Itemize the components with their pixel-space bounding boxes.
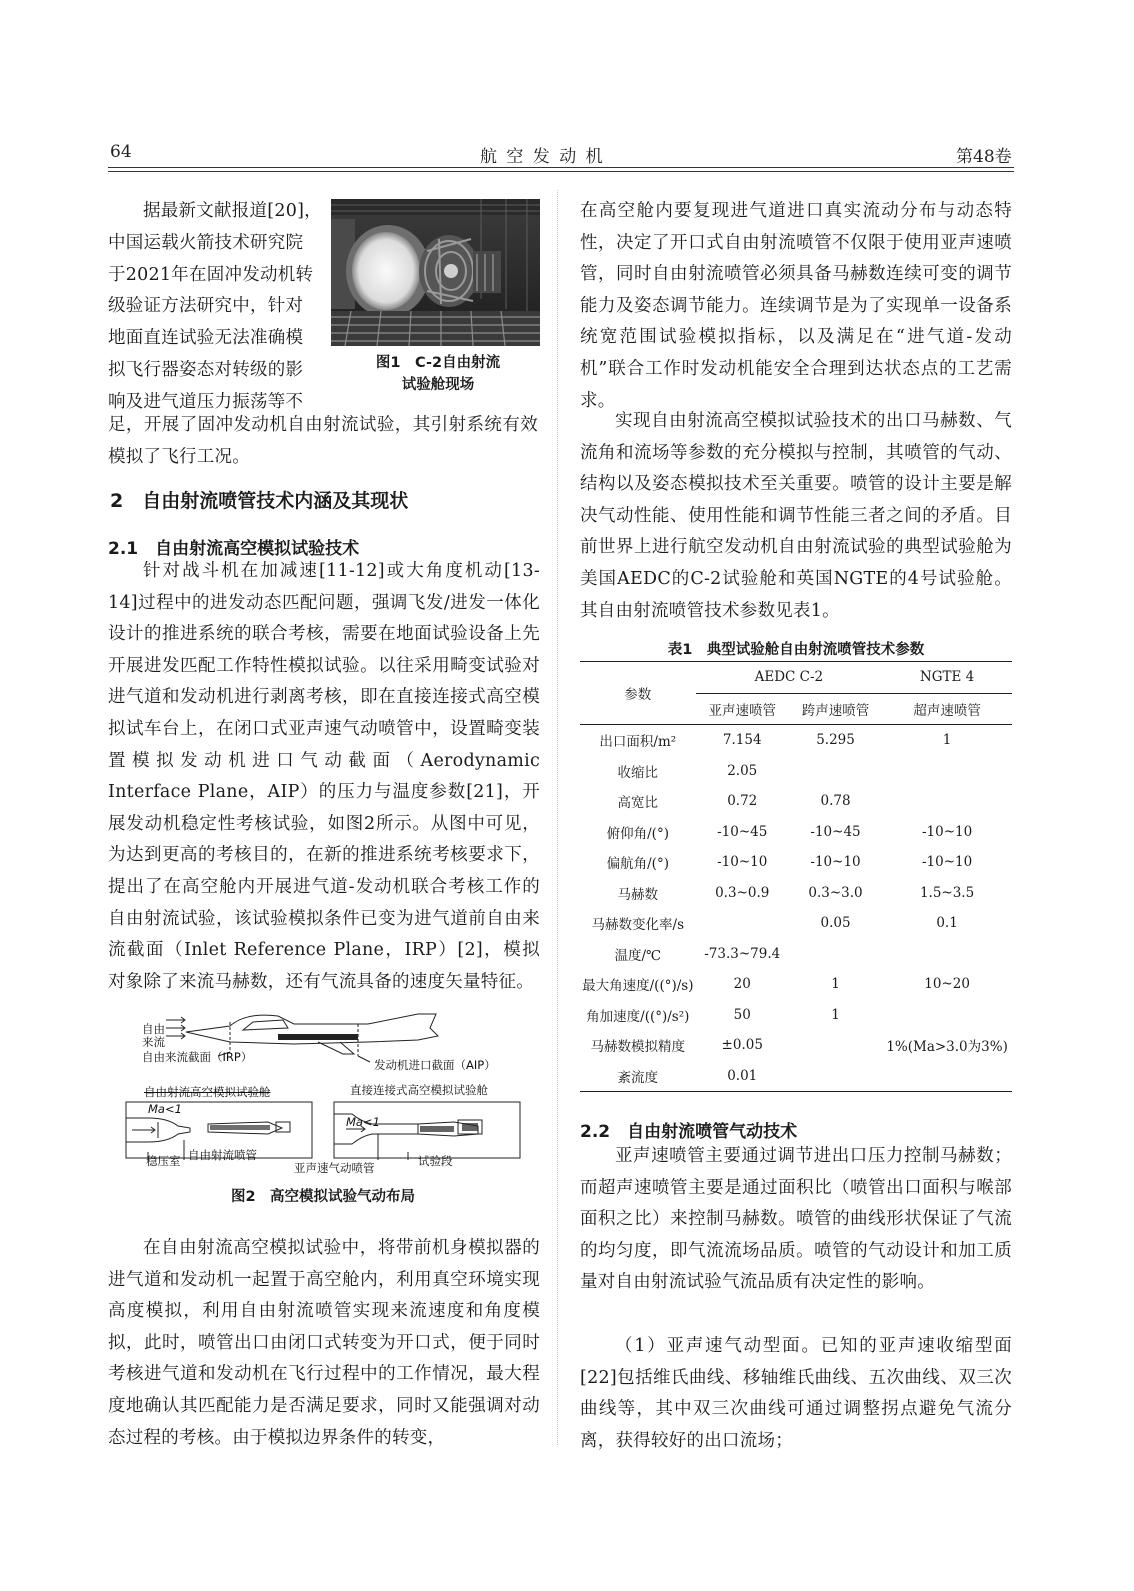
table-cell: 5.295: [816, 732, 855, 749]
header-rule-thin: [108, 171, 1014, 172]
table-cell: [789, 1030, 882, 1061]
table-row: [580, 939, 1012, 970]
table-cell: 0.3~3.0: [808, 884, 863, 901]
table-row: [580, 1030, 1012, 1061]
label-mach-right: Ma<1: [346, 1115, 380, 1129]
column-divider: [557, 190, 558, 1445]
label-irp: 自由来流截面（IRP）: [142, 1050, 253, 1064]
table-cell-param: 出口面积/m²: [599, 734, 677, 751]
table-cell: 1%(Ma>3.0为3%): [886, 1039, 1008, 1056]
page-number: 64: [110, 142, 132, 162]
table-cell: 7.154: [722, 732, 762, 749]
table-cell-param: 角加速度/((°)/s²): [586, 1008, 690, 1025]
table-cell-param: 紊流度: [580, 1061, 696, 1092]
table-row: [580, 908, 1012, 939]
table-cell: [789, 939, 882, 970]
intro-line: 级验证方法研究中，针对: [108, 296, 304, 317]
table-cell: 0.78: [820, 793, 851, 810]
table-row: [580, 969, 1012, 1000]
figure1-caption-line: 试验舱现场: [401, 377, 475, 393]
label-freejet-cell: 自由射流高空模拟试验舱: [144, 1085, 271, 1099]
table-cell: 20: [733, 976, 751, 993]
intro-line: 地面直连试验无法准确模: [108, 328, 304, 349]
table-cell: 1.5~3.5: [919, 884, 975, 901]
table-subheader: 跨声速喷管: [789, 693, 882, 725]
table-cell: -10~45: [717, 823, 768, 840]
label-directconnect-cell: 直接连接式高空模拟试验舱: [350, 1083, 488, 1097]
section-2-heading: 2 自由射流喷管技术内涵及其现状: [110, 490, 409, 512]
table-cell: -10~10: [921, 854, 973, 871]
table-cell: [789, 756, 882, 787]
intro-line: 据最新文献报道[20]，: [143, 201, 322, 221]
table-header-row: [580, 662, 1012, 694]
table-cell-param: 收缩比: [617, 764, 659, 781]
section-2-2-paragraph: 亚声速喷管主要通过调节进出口压力控制马赫数；而超声速喷管主要是通过面积比（喷管出口面积与喉部面积之比）来控制马赫数。喷管的曲线形状保证了气流的均匀度，即气流流场品质。喷管的气动设计和加工质量对自由射流试验气流品质有决定性的影响。: [580, 1146, 1012, 1293]
table-cell: -10~45: [810, 823, 861, 840]
table-cell: ±0.05: [721, 1037, 763, 1054]
table-cell: 0.01: [696, 1061, 789, 1092]
table-cell-param: 马赫数变化率/s: [591, 917, 685, 934]
label-test-section: 试验段: [418, 1154, 453, 1168]
table-cell: [789, 1061, 882, 1092]
table1-title: 表1 典型试验舱自由射流喷管技术参数: [667, 642, 925, 658]
table-cell: [882, 1000, 1012, 1031]
right-paragraph-2: 实现自由射流高空模拟试验技术的出口马赫数、气流角和流场等参数的充分模拟与控制，其喷管的气动、结构以及姿态模拟技术至关重要。喷管的设计主要是解决气动性能、使用性能和调节性能三者之间的矛盾。目前世界上进行航空发动机自由射流试验的典型试验舱为美国AEDC的C-2试验舱和英国NGTE的4号试验舱。其自由射流喷管技术参数见表1。: [580, 411, 1012, 621]
volume-label: 第48卷: [956, 147, 1012, 167]
table-cell-param: 偏航角/(°): [606, 856, 669, 873]
table1: [580, 661, 1012, 1092]
table-cell: 0.05: [820, 915, 851, 932]
table-row: [580, 878, 1012, 909]
label-subsonic-nozzle: 亚声速气动喷管: [294, 1161, 375, 1175]
journal-title: 航 空 发 动 机: [480, 147, 605, 167]
right-continued-paragraph: 在高空舱内要复现进气道进口真实流动分布与动态特性，决定了开口式自由射流喷管不仅限于使用亚声速喷管，同时自由射流喷管必须具备马赫数连续可变的调节能力及姿态调节能力。连续调节是为了实现单一设备系统宽范围试验模拟指标，以及满足在“进气道-发动机”联合工作时发动机能安全合理到达状态点的工艺需求。: [580, 201, 1012, 411]
section-2-1-heading: 2.1 自由射流高空模拟试验技术: [108, 539, 360, 559]
table-cell: 1: [831, 1006, 840, 1023]
table-cell-param: 马赫数: [617, 886, 659, 903]
table-subheader: 亚声速喷管: [696, 693, 789, 725]
header-rule: [108, 167, 1014, 168]
table-cell-param: 温度/℃: [614, 947, 662, 964]
intro-line: 响及进气道压力振荡等不: [108, 391, 304, 412]
figure1-caption-line: 图1 C-2自由射流: [375, 355, 501, 371]
table-cell: [696, 908, 789, 939]
table-cell: 50: [733, 1006, 751, 1023]
table-row: [580, 1061, 1012, 1092]
intro-paragraph-rest: 足，开展了固冲发动机自由射流试验，其引射系统有效模拟了飞行工况。: [108, 415, 538, 467]
table-cell-param: 俯仰角/(°): [606, 825, 669, 842]
table-cell: [882, 756, 1012, 787]
table-cell: 0.72: [727, 793, 758, 810]
table-cell: 0.3~0.9: [715, 884, 770, 901]
table-cell: -10~10: [810, 854, 861, 871]
intro-line: 于2021年在固冲发动机转: [108, 264, 314, 285]
table-row: [580, 847, 1012, 878]
table-cell: 2.05: [727, 762, 758, 779]
table-cell-param: 最大角速度/((°)/s): [582, 978, 694, 995]
table-cell: [882, 1061, 1012, 1092]
label-freestream: 来流: [142, 1035, 165, 1049]
table-header-ngte: NGTE 4: [882, 662, 1012, 694]
table-cell: -73.3~79.4: [704, 945, 781, 962]
section-2-2-heading: 2.2 自由射流喷管气动技术: [580, 1122, 798, 1142]
figure1-caption: [345, 352, 531, 396]
table-cell-param: 马赫数模拟精度: [590, 1039, 686, 1056]
figure1-photo: [331, 199, 540, 346]
table-cell: [882, 939, 1012, 970]
section-2-2-subsonic-paragraph: （1）亚声速气动型面。已知的亚声速收缩型面[22]包括维氏曲线、移轴维氏曲线、五次曲线、双三次曲线等，其中双三次曲线可通过调整拐点避免气流分离，获得较好的出口流场；: [580, 1336, 1012, 1451]
figure2-caption: 图2 高空模拟试验气动布局: [230, 1189, 416, 1205]
table-cell: [882, 786, 1012, 817]
label-plenum: 稳压室: [146, 1154, 181, 1168]
table-row: [580, 817, 1012, 848]
label-freejet-nozzle: 自由射流喷管: [188, 1148, 257, 1162]
table-row: [580, 786, 1012, 817]
section-2-1-paragraph: 针对战斗机在加减速[11-12]或大角度机动[13-14]过程中的进发动态匹配问题，强调飞发/进发一体化设计的推进系统的联合考核，需要在地面试验设备上先开展进发匹配工作特性模拟试验。以往采用畸变试验对进气道和发动机进行剥离考核，即在直接连接式高空模拟试车台上，在闭口式亚声速气动喷管中，设置畸变装置模拟发动机进口气动截面（Aerodynamic Interface Plane，AIP）的压力与温度参数[21]，开展发动机稳定性考核试验，如图2所示。从图中可见，为达到更高的考核目的，在新的推进系统考核要求下，提出了在高空舱内开展进气道-发动机联合考核工作的自由射流试验，该试验模拟条件已变为进气道前自由来流截面（Inlet Reference Plane，IRP）[2]，模拟对象除了来流马赫数，还有气流具备的速度矢量特征。: [108, 561, 540, 992]
intro-wrapped-lines: [108, 196, 324, 419]
label-aip: 发动机进口截面（AIP）: [374, 1058, 496, 1072]
table-cell: 0.1: [936, 915, 958, 932]
table-header-aedc: AEDC C-2: [696, 662, 883, 694]
label-mach-left: Ma<1: [148, 1102, 182, 1116]
table-cell: 1: [831, 976, 840, 993]
table-cell: 10~20: [924, 976, 970, 993]
table-cell: 1: [942, 732, 952, 749]
paragraph-after-figure2: 在自由射流高空模拟试验中，将带前机身模拟器的进气道和发动机一起置于高空舱内，利用真空环境实现高度模拟，利用自由射流喷管实现来流速度和角度模拟，此时，喷管出口由闭口式转变为开口式，便于同时考核进气道和发动机在飞行过程中的工作情况，最大程度地确认其匹配能力是否满足要求，同时又能强调对动态过程的考核。由于模拟边界条件的转变，: [108, 1238, 540, 1448]
table-cell: -10~10: [717, 854, 768, 871]
figure2-diagram: [118, 1010, 524, 1180]
table-cell: -10~10: [921, 823, 973, 840]
table-cell-param: 高宽比: [617, 795, 659, 812]
table-subheader: 超声速喷管: [882, 693, 1012, 725]
table-row: [580, 1000, 1012, 1031]
intro-line: 拟飞行器姿态对转级的影: [108, 359, 304, 380]
intro-line: 中国运载火箭技术研究院: [108, 232, 304, 253]
table-header-param: 参数: [580, 662, 696, 725]
table-row: [580, 725, 1012, 756]
table-row: [580, 756, 1012, 787]
label-freestream: 自由: [142, 1022, 165, 1036]
